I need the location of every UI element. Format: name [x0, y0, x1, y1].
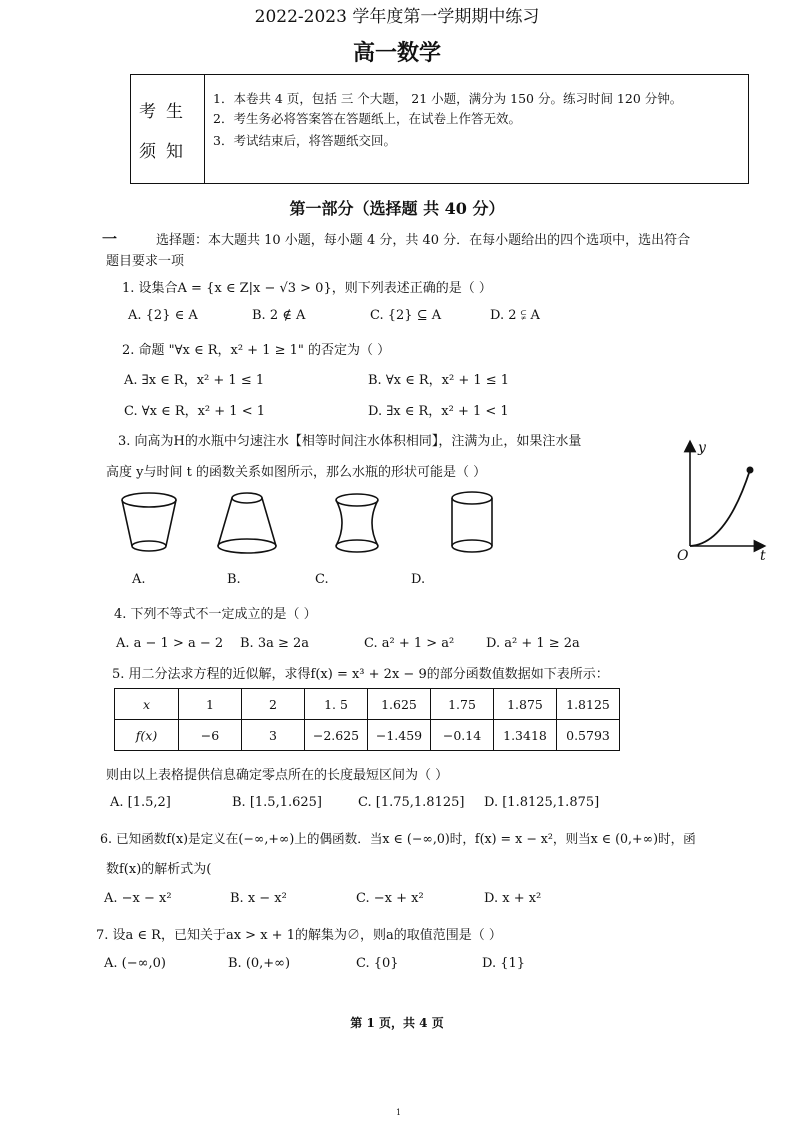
q2-option-b: B. ∀x ∈ R，x² + 1 ≤ 1 [368, 373, 510, 388]
q6-stem-line1: 6. 已知函数f(x)是定义在(−∞,+∞)上的偶函数．当x ∈ (−∞,0)时，f(x) = x − x²，则当x ∈ (0,+∞)时，函 [100, 831, 696, 846]
table-cell: 2 [242, 689, 305, 720]
q1-option-c: C. {2} ⊆ A [370, 308, 442, 323]
q6-option-a: A. −x − x² [104, 891, 172, 906]
graph-curve [690, 470, 750, 546]
table-row-x [115, 689, 620, 720]
q5-option-d: D. [1.8125,1.875] [484, 795, 600, 810]
table-cell: 1. 5 [305, 689, 368, 720]
q1-option-a: A. {2} ∈ A [128, 308, 198, 323]
q6-option-d: D. x + x² [484, 891, 542, 906]
table-cell: f(x) [115, 720, 179, 751]
q3-option-d: D. [411, 572, 426, 587]
page-mark: 1 [396, 1108, 402, 1117]
q7-stem: 7. 设a ∈ R，已知关于ax > x + 1的解集为∅，则a的取值范围是（ ） [96, 928, 502, 943]
notice-label-2: 须知 [139, 142, 193, 162]
q4-option-c: C. a² + 1 > a² [364, 636, 455, 651]
q3-option-b: B. [227, 572, 241, 587]
q5-option-a: A. [1.5,2] [110, 795, 171, 810]
q5-option-b: B. [1.5,1.625] [232, 795, 322, 810]
q7-option-a: A. (−∞,0) [104, 956, 166, 971]
graph-t-label: t [760, 548, 766, 564]
q4-stem: 4. 下列不等式不一定成立的是（ ） [114, 607, 317, 622]
table-cell: 1.625 [368, 689, 431, 720]
q1-option-d: D. 2 ⫋ A [490, 308, 540, 323]
candidate-notice-box [130, 74, 749, 184]
q3-container-figures [112, 486, 512, 562]
table-cell: 1.875 [494, 689, 557, 720]
q1-option-b: B. 2 ∉ A [252, 308, 306, 323]
q4-option-b: B. 3a ≥ 2a [240, 636, 310, 651]
section-marker: 一 [102, 230, 118, 248]
table-cell: −2.625 [305, 720, 368, 751]
table-cell: 1 [179, 689, 242, 720]
q2-option-a: A. ∃x ∈ R，x² + 1 ≤ 1 [124, 373, 265, 388]
q6-option-c: C. −x + x² [356, 891, 424, 906]
notice-label-1: 考生 [139, 102, 193, 122]
q2-option-c: C. ∀x ∈ R，x² + 1 < 1 [124, 404, 266, 419]
q3-stem-line1: 3. 向高为H的水瓶中匀速注水【相等时间注水体积相同】，注满为止，如果注水量 [118, 434, 582, 449]
q3-option-c: C. [315, 572, 329, 587]
q7-option-b: B. (0,+∞) [228, 956, 291, 971]
part1-title: 第一部分（选择题 共 40 分） [289, 199, 505, 218]
q7-option-d: D. {1} [482, 956, 526, 971]
notice-line-1: 1．本卷共 4 页，包括 三 个大题， 21 小题，满分为 150 分。练习时间 120 分钟。 [213, 91, 683, 106]
q2-stem: 2. 命题 "∀x ∈ R，x² + 1 ≥ 1" 的否定为（ ） [122, 343, 391, 358]
q7-option-c: C. {0} [356, 956, 399, 971]
table-cell: −1.459 [368, 720, 431, 751]
graph-y-label: y [698, 440, 706, 456]
q6-stem-line2: 数f(x)的解析式为( [106, 862, 212, 877]
exam-year-title: 2022-2023 学年度第一学期期中练习 [254, 7, 540, 27]
q2-option-d: D. ∃x ∈ R，x² + 1 < 1 [368, 404, 509, 419]
table-cell: 3 [242, 720, 305, 751]
table-row-f [115, 720, 620, 751]
subject-title: 高一数学 [352, 40, 441, 66]
container-d-figure [452, 492, 492, 552]
graph-end-point [747, 467, 754, 474]
q3-stem-line2: 高度 y与时间 t 的函数关系如图所示，那么水瓶的形状可能是（ ） [106, 465, 487, 480]
section-intro-line1: 选择题：本大题共 10 小题，每小题 4 分，共 40 分．在每小题给出的四个选项中，选出符合 [156, 233, 691, 248]
q5-option-c: C. [1.75,1.8125] [358, 795, 465, 810]
q5-stem: 5. 用二分法求方程的近似解，求得f(x) = x³ + 2x − 9的部分函数值数据如下表所示： [112, 667, 609, 682]
q4-option-d: D. a² + 1 ≥ 2a [486, 636, 580, 651]
table-cell: −6 [179, 720, 242, 751]
container-a-figure [122, 493, 176, 551]
q6-option-b: B. x − x² [230, 891, 287, 906]
table-cell: 0.5793 [557, 720, 620, 751]
notice-line-2: 2．考生务必将答案答在答题纸上，在试卷上作答无效。 [213, 111, 521, 126]
notice-line-3: 3．考试结束后，将答题纸交回。 [213, 133, 396, 148]
section-intro-line2: 题目要求一项 [106, 254, 185, 269]
container-b-figure [218, 493, 276, 553]
q4-option-a: A. a − 1 > a − 2 [116, 636, 224, 651]
table-cell: −0.14 [431, 720, 494, 751]
table-cell: 1.8125 [557, 689, 620, 720]
table-cell: 1.3418 [494, 720, 557, 751]
container-c-figure [336, 494, 378, 552]
q3-option-a: A. [132, 572, 146, 587]
graph-origin-label: O [677, 548, 689, 564]
q1-stem: 1. 设集合A = {x ∈ Z|x − √3 > 0}，则下列表述正确的是（ ） [122, 281, 492, 296]
notice-label-cell [131, 75, 205, 183]
page-footer: 第 1 页，共 4 页 [350, 1016, 444, 1030]
q5-value-table [114, 688, 620, 751]
table-cell: 1.75 [431, 689, 494, 720]
q5-after-text: 则由以上表格提供信息确定零点所在的长度最短区间为（ ） [106, 768, 449, 783]
table-cell: x [115, 689, 179, 720]
